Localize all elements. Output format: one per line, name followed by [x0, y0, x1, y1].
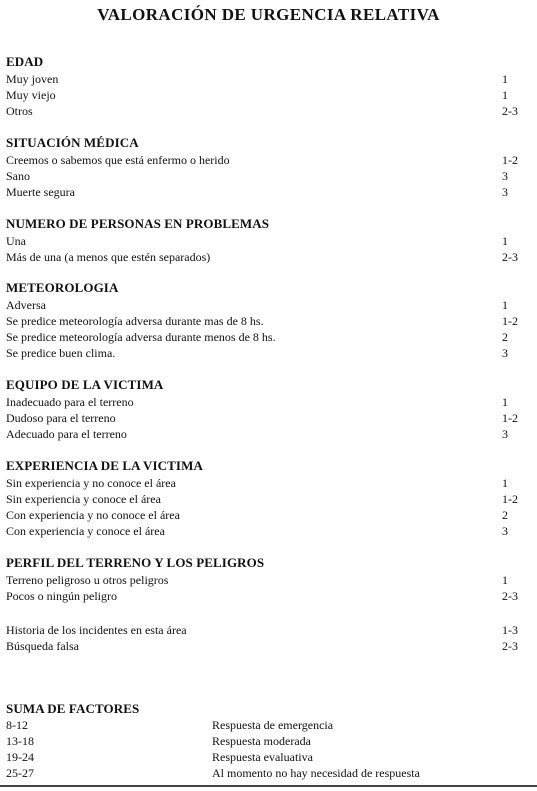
list-item	[6, 297, 521, 313]
item-score: 2-3	[502, 589, 518, 603]
list-item	[6, 523, 521, 539]
list-item	[6, 475, 521, 491]
item-label: Muerte segura	[6, 185, 75, 199]
list-item	[6, 394, 521, 410]
item-score: 1	[502, 72, 508, 86]
item-score: 2-3	[502, 250, 518, 264]
item-score: 1-3	[502, 623, 518, 637]
item-score: 1-2	[502, 314, 518, 328]
item-label: Adecuado para el terreno	[6, 427, 127, 441]
item-label: Adversa	[6, 298, 46, 312]
item-label: Sin experiencia y no conoce el área	[6, 476, 176, 490]
item-label: Muy joven	[6, 72, 59, 86]
list-item	[6, 572, 521, 588]
section-heading-suma-factores: SUMA DE FACTORES	[6, 701, 140, 716]
page-title: VALORACIÓN DE URGENCIA RELATIVA	[97, 5, 440, 24]
list-item	[6, 507, 521, 523]
sum-range: 8-12	[6, 718, 28, 732]
list-item	[6, 638, 521, 654]
item-label: Se predice meteorología adversa durante menos de 8 hs.	[6, 330, 276, 344]
table-row	[6, 765, 521, 781]
bottom-divider	[0, 785, 537, 787]
list-item	[6, 233, 521, 249]
list-item	[6, 329, 521, 345]
list-item	[6, 410, 521, 426]
item-score: 3	[502, 185, 508, 199]
item-label: Creemos o sabemos que está enfermo o herido	[6, 153, 230, 167]
item-score: 1	[502, 298, 508, 312]
section-heading-experiencia-victima: EXPERIENCIA DE LA VICTIMA	[6, 458, 203, 473]
section-heading-situacion-medica: SITUACIÓN MÉDICA	[6, 135, 139, 150]
list-item	[6, 87, 521, 103]
sum-range: 19-24	[6, 750, 34, 764]
item-label: Otros	[6, 104, 33, 118]
item-score: 3	[502, 524, 508, 538]
item-score: 2-3	[502, 104, 518, 118]
item-score: 1-2	[502, 411, 518, 425]
item-label: Sano	[6, 169, 30, 183]
sum-response: Respuesta moderada	[212, 734, 311, 748]
list-item	[6, 103, 521, 119]
list-item	[6, 71, 521, 87]
item-score: 3	[502, 427, 508, 441]
table-row	[6, 733, 521, 749]
sum-response: Al momento no hay necesidad de respuesta	[212, 766, 420, 780]
item-label: Con experiencia y conoce el área	[6, 524, 165, 538]
section-heading-equipo-victima: EQUIPO DE LA VICTIMA	[6, 377, 164, 392]
item-label: Dudoso para el terreno	[6, 411, 116, 425]
item-score: 1-2	[502, 153, 518, 167]
item-score: 1-2	[502, 492, 518, 506]
list-item	[6, 345, 521, 361]
item-score: 1	[502, 234, 508, 248]
table-row	[6, 749, 521, 765]
sum-response: Respuesta evaluativa	[212, 750, 313, 764]
section-heading-edad: EDAD	[6, 54, 44, 69]
item-score: 2	[502, 508, 508, 522]
item-label: Terreno peligroso u otros peligros	[6, 573, 169, 587]
item-score: 3	[502, 346, 508, 360]
item-score: 1	[502, 88, 508, 102]
section-heading-numero-personas: NUMERO DE PERSONAS EN PROBLEMAS	[6, 216, 270, 231]
item-label: Inadecuado para el terreno	[6, 395, 134, 409]
item-label: Una	[6, 234, 26, 248]
item-label: Con experiencia y no conoce el área	[6, 508, 180, 522]
item-score: 1	[502, 395, 508, 409]
item-label: Se predice buen clima.	[6, 346, 116, 360]
table-row	[6, 717, 521, 733]
list-item	[6, 313, 521, 329]
item-score: 1	[502, 573, 508, 587]
item-label: Se predice meteorología adversa durante mas de 8 hs.	[6, 314, 264, 328]
item-score: 1	[502, 476, 508, 490]
item-label: Muy viejo	[6, 88, 56, 102]
list-item	[6, 622, 521, 638]
list-item	[6, 168, 521, 184]
item-label: Búsqueda falsa	[6, 639, 79, 653]
list-item	[6, 152, 521, 168]
list-item	[6, 184, 521, 200]
sum-range: 25-27	[6, 766, 34, 780]
sum-range: 13-18	[6, 734, 34, 748]
item-label: Sin experiencia y conoce el área	[6, 492, 161, 506]
section-heading-perfil-terreno: PERFIL DEL TERRENO Y LOS PELIGROS	[6, 555, 265, 570]
item-score: 2	[502, 330, 508, 344]
list-item	[6, 588, 521, 604]
item-label: Historia de los incidentes en esta área	[6, 623, 187, 637]
list-item	[6, 426, 521, 442]
item-score: 3	[502, 169, 508, 183]
item-label: Pocos o ningún peligro	[6, 589, 117, 603]
item-score: 2-3	[502, 639, 518, 653]
section-heading-meteorologia: METEOROLOGIA	[6, 280, 119, 295]
list-item	[6, 249, 521, 265]
item-label: Más de una (a menos que estén separados)	[6, 250, 211, 264]
sum-response: Respuesta de emergencia	[212, 718, 334, 732]
list-item	[6, 491, 521, 507]
